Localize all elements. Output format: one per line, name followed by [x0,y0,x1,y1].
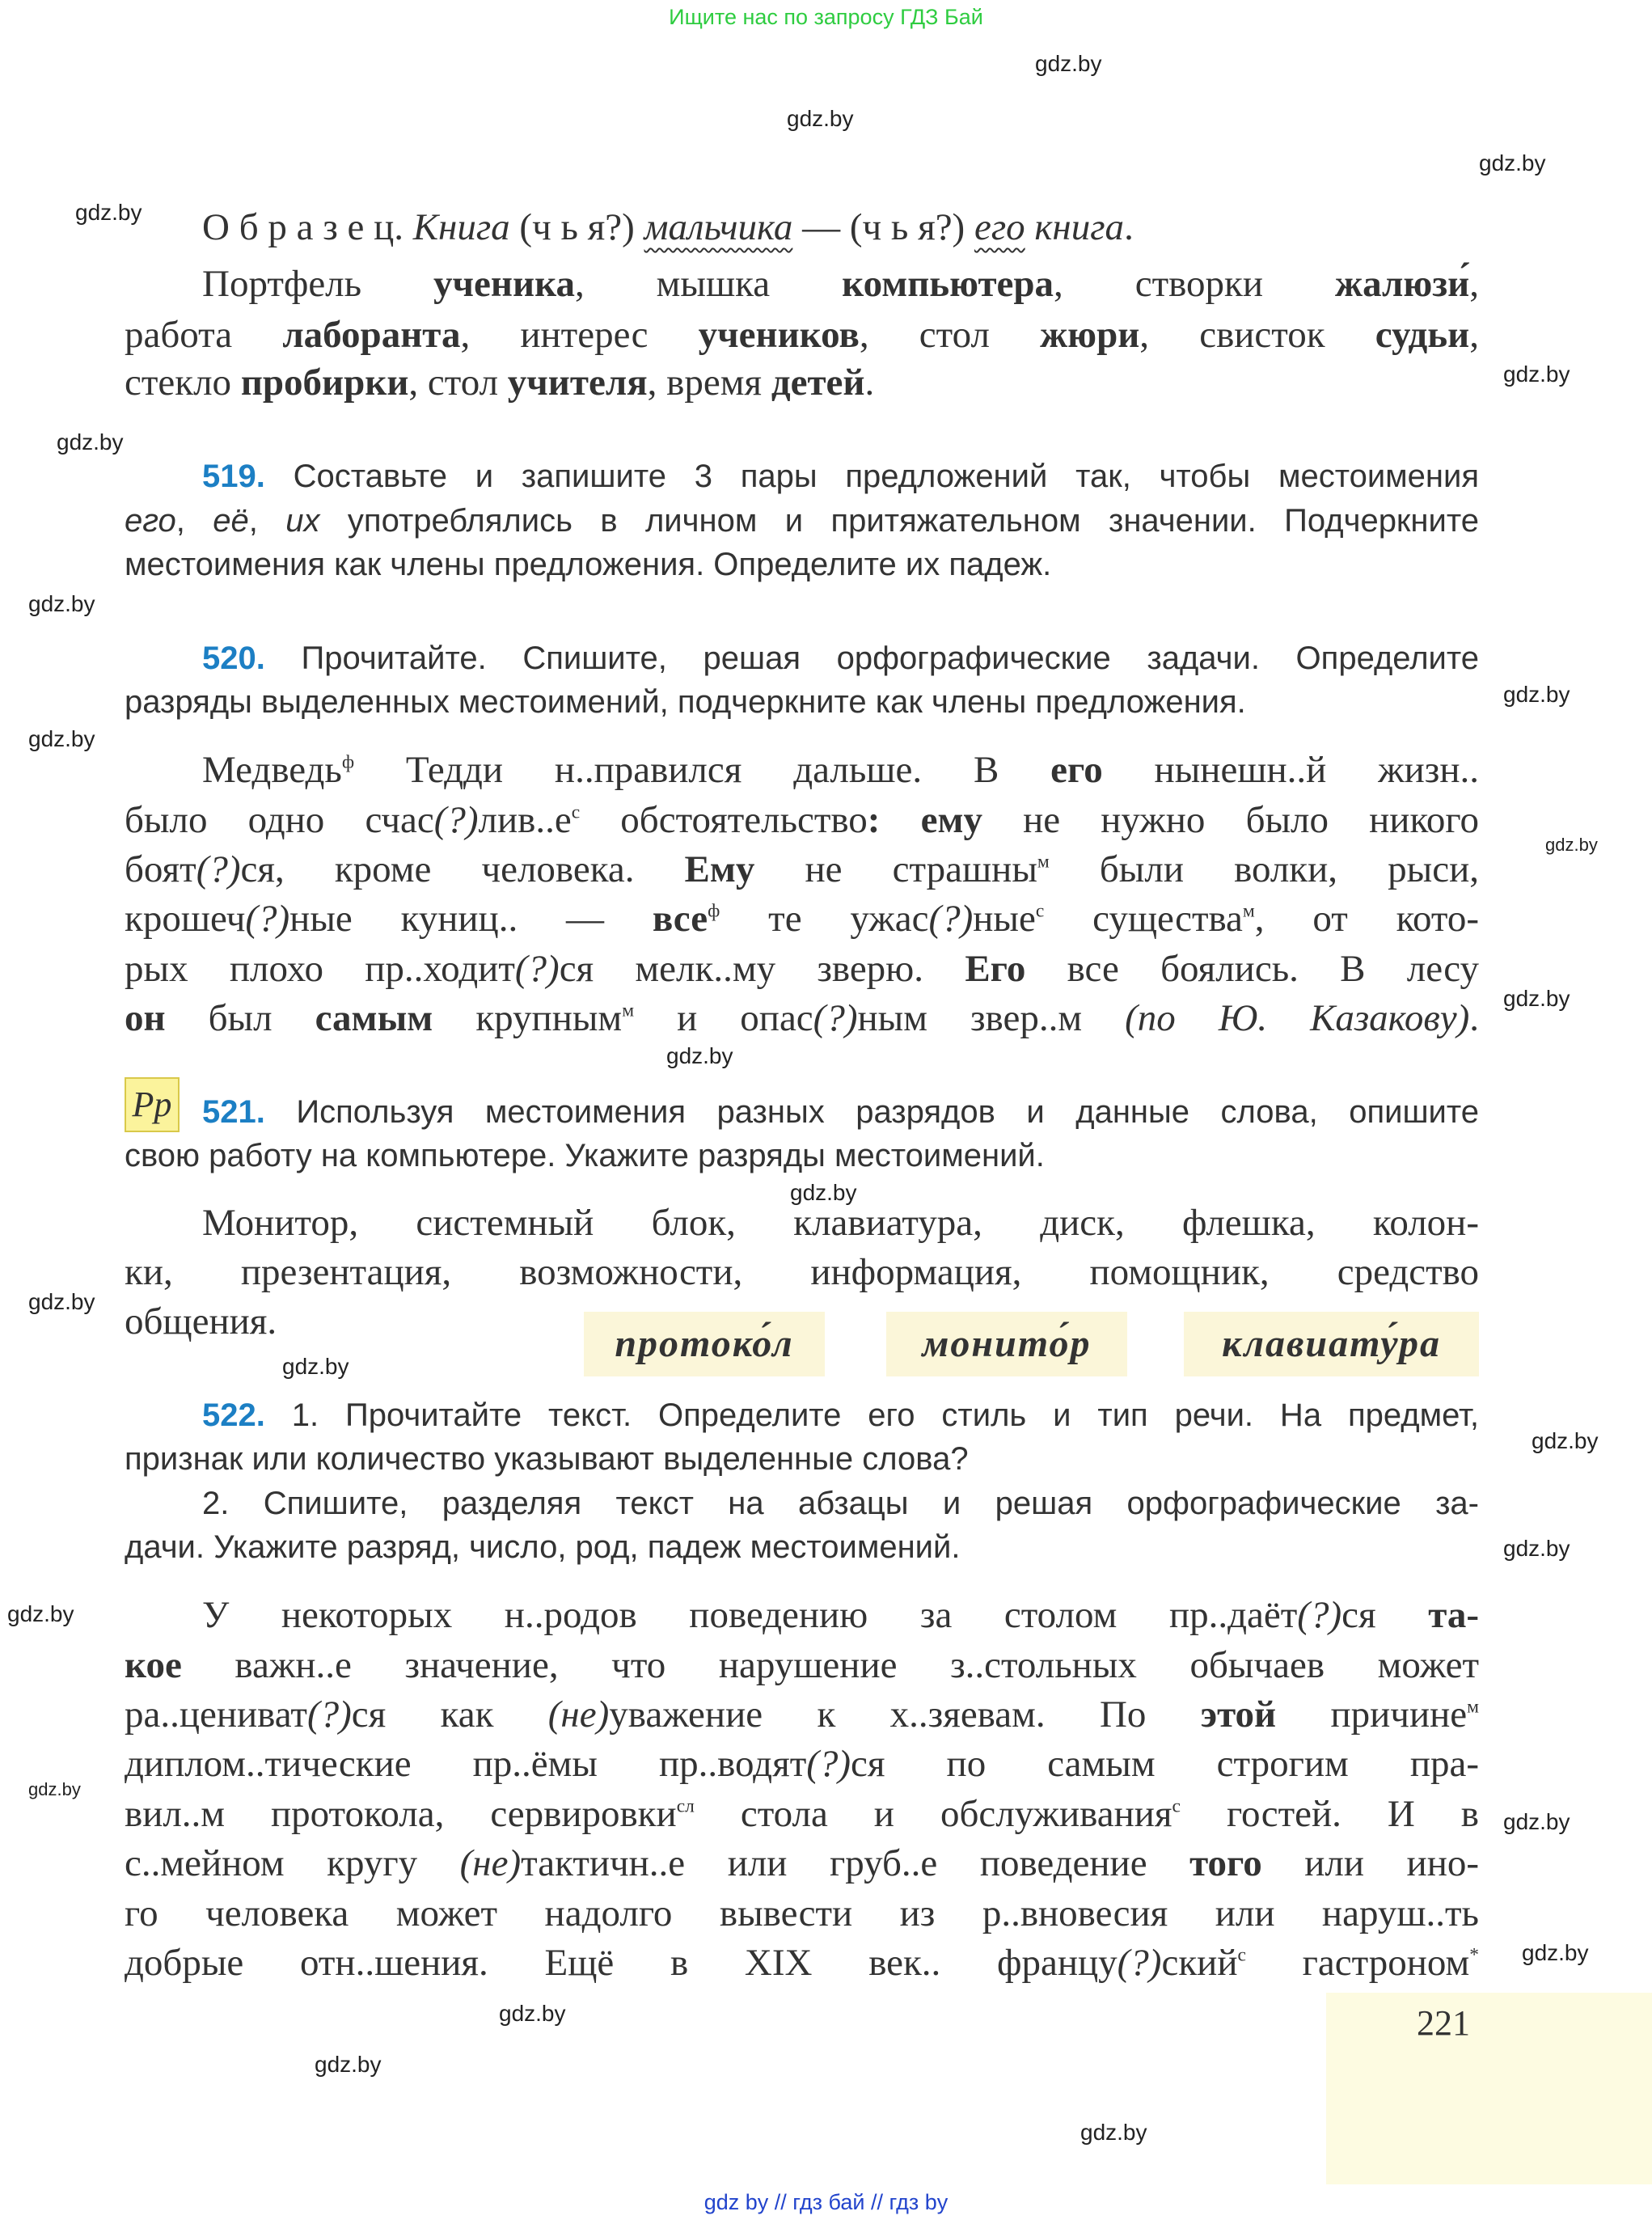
text-segment: гастроном [1245,1942,1470,1984]
text-segment: и опас [634,997,813,1039]
text-line [202,1482,1479,1525]
text-segment: , мышка [574,263,843,305]
watermark: gdz.by [499,2001,566,2026]
watermark: gdz.by [1080,2120,1147,2145]
text-segment: причине [1276,1693,1468,1736]
text-segment: , створки [1054,263,1335,305]
text-segment: Медведь [202,749,342,791]
text-segment: местоимения как члены предложения. Определите их падеж. [125,547,1052,582]
text-segment: диплом..тические пр..ёмы пр..водят [125,1743,807,1785]
text-segment: его [125,503,176,539]
text-line [202,1090,1479,1134]
watermark: gdz.by [75,200,142,225]
text-segment: дачи. Укажите разряд, число, род, падеж местоимений. [125,1529,961,1565]
text-segment: (?) [928,898,974,940]
text-segment: 1. Прочитайте текст. Определите его стиль и тип речи. На предмет, [264,1397,1479,1433]
text-segment: . [864,362,875,404]
page-number: 221 [1417,2003,1470,2043]
text-segment: 2. Спишите, разделяя текст на абзацы и решая орфографические за- [202,1486,1479,1521]
superscript-mark: с [571,801,581,823]
text-segment: учеников [698,314,860,356]
text-segment: признак или количество указывают выделенные слова? [125,1441,969,1477]
text-segment: го человека может надолго вывести из р..вновесия или наруш..ть [125,1892,1479,1934]
text-segment: нынешн..й жизн.. [1102,749,1479,791]
watermark: gdz.by [790,1180,857,1205]
watermark: gdz.by [1035,51,1102,76]
text-segment: ся мелк..му зверю. [559,948,965,990]
watermark: gdz.by [7,1601,74,1626]
text-segment: : [867,799,881,841]
watermark: gdz.by [1503,986,1570,1011]
speech-development-icon: Pp [125,1077,180,1132]
page-number-box [1326,1993,1652,2184]
vocabulary-word-box: протоко́л [584,1312,825,1376]
text-segment: Ему [684,848,755,890]
text-segment: ся как [351,1693,548,1736]
text-segment: О б р а з е ц. [202,206,413,248]
text-segment: ся [1341,1594,1429,1636]
text-segment: боят [125,848,196,890]
text-line [125,311,1479,359]
text-line [125,1740,1479,1788]
text-line [202,203,1479,252]
text-segment: ки, презентация, возможности, информация, помощник, средство [125,1251,1479,1293]
text-segment: (не) [459,1842,522,1884]
superscript-mark: с [1172,1795,1181,1817]
text-segment: (?) [1297,1594,1342,1636]
text-segment: ученика [433,263,575,305]
text-line [125,1939,1479,1987]
text-line [125,845,1479,894]
text-line [202,746,1479,794]
text-segment: все [652,898,708,940]
text-segment: Прочитайте. Спишите, решая орфографические задачи. Определите [264,641,1479,676]
watermark: gdz.by [28,1779,81,1799]
superscript-mark: сл [676,1795,695,1817]
text-segment: все боялись. В лесу [1025,948,1479,990]
text-line [125,1690,1479,1739]
text-segment: стекло [125,362,241,404]
text-segment: ему [920,799,982,841]
text-segment: У некоторых н..родов поведению за столом пр..даёт [202,1594,1298,1636]
text-segment: общения. [125,1300,277,1342]
watermark: gdz.by [57,429,124,455]
text-line [125,1248,1479,1296]
watermark: gdz.by [28,591,95,616]
text-segment: было одно счас [125,799,434,841]
exercise-number: 522. [202,1397,265,1433]
text-segment: его [974,206,1025,248]
text-segment: Книга [412,206,510,248]
text-segment: (по Ю. Казакову) [1125,997,1470,1039]
text-segment: ся по самым строгим пра- [851,1743,1479,1785]
text-segment: добрые отн..шения. Ещё в XIX век.. францу [125,1942,1118,1984]
text-segment: его [1050,749,1103,791]
text-line [202,455,1479,498]
text-line [125,994,1479,1042]
text-segment: Тедди н..правился дальше. В [354,749,1051,791]
text-segment: (?) [245,898,290,940]
text-segment: ные [973,898,1036,940]
superscript-mark: * [1469,1944,1479,1966]
watermark: gdz.by [315,2052,382,2077]
text-line [202,1199,1479,1247]
text-segment: Монитор, системный блок, клавиатура, диск, флешка, колон- [202,1202,1479,1244]
text-segment: (?) [196,848,241,890]
text-segment: детей [771,362,865,404]
text-segment: крупным [433,997,623,1039]
exercise-number: 520. [202,641,265,676]
watermark: gdz.by [1503,362,1570,387]
text-segment: ным звер..м [857,997,1126,1039]
text-segment: были волки, рыси, [1049,848,1479,890]
text-segment: разряды выделенных местоимений, подчеркните как члены предложения. [125,684,1246,720]
text-segment: кое [125,1644,182,1686]
text-segment: , [1469,263,1479,305]
superscript-mark: ф [341,751,355,773]
text-segment: , стол [859,314,1041,356]
text-segment: этой [1200,1693,1277,1736]
text-segment: рых плохо пр..ходит [125,948,515,990]
text-segment: употреблялись в личном и притяжательном значении. Подчеркните [319,503,1479,539]
watermark: gdz.by [1522,1940,1589,1965]
text-segment: . [1469,997,1480,1039]
text-segment: (?) [813,997,858,1039]
text-segment: важн..е значение, что нарушение з..стольных обычаев может [181,1644,1479,1686]
text-line [125,543,1479,586]
text-line [202,260,1479,308]
text-line [202,1393,1479,1437]
watermark: gdz.by [1545,835,1598,855]
text-segment: существа [1044,898,1243,940]
text-segment: ные куниц.. — [289,898,653,940]
text-segment: (?) [806,1743,851,1785]
watermark: gdz.by [1503,1809,1570,1834]
exercise-number: 521. [202,1094,265,1130]
text-segment: обстоятельство [580,799,868,841]
text-segment: (ч ь я?) [509,206,644,248]
text-segment: стола и обслуживания [694,1793,1172,1835]
text-segment: ра..цениват [125,1693,307,1736]
text-segment: (не) [547,1693,610,1736]
text-segment: , стол [408,362,508,404]
text-segment: учителя [507,362,648,404]
watermark: gdz.by [1479,150,1546,175]
text-line [202,1591,1479,1639]
text-segment: или ино- [1261,1842,1479,1884]
watermark: gdz.by [1503,1536,1570,1561]
text-segment: не страшны [754,848,1037,890]
text-segment: Портфель [202,263,434,305]
text-segment: судьи [1375,314,1470,356]
text-line [125,1437,1479,1481]
text-segment: , интерес [460,314,699,356]
text-segment: работа [125,314,283,356]
text-segment: с..мейном кругу [125,1842,460,1884]
text-line [125,680,1479,724]
text-segment: того [1189,1842,1262,1884]
exercise-number: 519. [202,459,265,494]
text-segment: (?) [1117,1942,1162,1984]
text-segment: ский [1161,1942,1238,1984]
text-line [125,1134,1479,1178]
text-segment: гостей. И в [1180,1793,1479,1835]
superscript-mark: м [1467,1696,1479,1718]
text-line [125,1889,1479,1938]
text-segment: , [1469,314,1479,356]
text-segment: пробирки [240,362,409,404]
text-segment: Используя местоимения разных разрядов и данные слова, опишите [264,1094,1479,1130]
text-segment: (?) [433,799,479,841]
vocabulary-word-box: клавиату́ра [1184,1312,1479,1376]
text-segment: крошеч [125,898,246,940]
watermark: gdz.by [1532,1428,1599,1453]
text-segment: вил..м протокола, сервировки [125,1793,677,1835]
text-line [202,636,1479,680]
text-segment: лаборанта [282,314,461,356]
watermark: gdz.by [282,1354,349,1379]
text-segment: , [175,503,213,539]
text-segment: , [248,503,286,539]
header-note[interactable]: Ищите нас по запросу ГДЗ Бай [669,5,983,29]
text-segment: не нужно было никого [982,799,1480,841]
text-segment: был [165,997,315,1039]
text-segment: самым [315,997,433,1039]
text-segment: жюри [1040,314,1140,356]
superscript-mark: с [1035,900,1045,922]
superscript-mark: ф [708,900,720,922]
text-segment: их [285,503,320,539]
text-segment: мальчика [644,206,793,248]
text-segment: он [125,997,166,1039]
text-segment: лив..е [478,799,572,841]
text-segment: — (ч ь я?) [792,206,974,248]
watermark: gdz.by [1503,682,1570,707]
footer-links[interactable]: gdz by // гдз бай // гдз by [703,2190,949,2214]
text-segment: та- [1428,1594,1479,1636]
watermark: gdz.by [666,1043,733,1068]
text-line [125,1525,1479,1569]
text-segment: , от кото- [1254,898,1479,940]
text-line [125,894,1479,943]
text-line [125,945,1479,993]
text-segment: уважение к х..зяевам. По [609,1693,1201,1736]
text-line [125,1790,1479,1838]
superscript-mark: м [1242,900,1255,922]
text-segment: (?) [514,948,560,990]
superscript-mark: м [622,1000,635,1021]
superscript-mark: с [1237,1944,1246,1966]
text-segment: книга [1025,206,1125,248]
text-line [125,358,1479,407]
vocabulary-word-box: монито́р [886,1312,1127,1376]
text-segment: ся, кроме человека. [240,848,685,890]
text-segment: , свисток [1139,314,1375,356]
text-segment: жалюзи́ [1335,263,1470,305]
text-segment: компьютера [842,263,1054,305]
text-segment: её [213,503,249,539]
text-segment: (?) [306,1693,352,1736]
text-segment: те ужас [720,898,929,940]
watermark: gdz.by [28,1289,95,1314]
text-segment: тактичн..е или груб..е поведение [521,1842,1190,1884]
text-segment: Его [965,948,1026,990]
superscript-mark: м [1037,851,1050,873]
text-segment: . [1124,206,1134,248]
watermark: gdz.by [28,726,95,751]
text-line [125,499,1479,543]
text-line [125,1641,1479,1689]
text-line [125,1839,1479,1888]
text-segment [880,799,920,841]
text-segment: Составьте и запишите 3 пары предложений так, чтобы местоимения [264,459,1479,494]
watermark: gdz.by [787,106,854,131]
text-segment: , время [647,362,771,404]
text-segment: свою работу на компьютере. Укажите разряды местоимений. [125,1138,1045,1173]
text-line [125,796,1479,844]
